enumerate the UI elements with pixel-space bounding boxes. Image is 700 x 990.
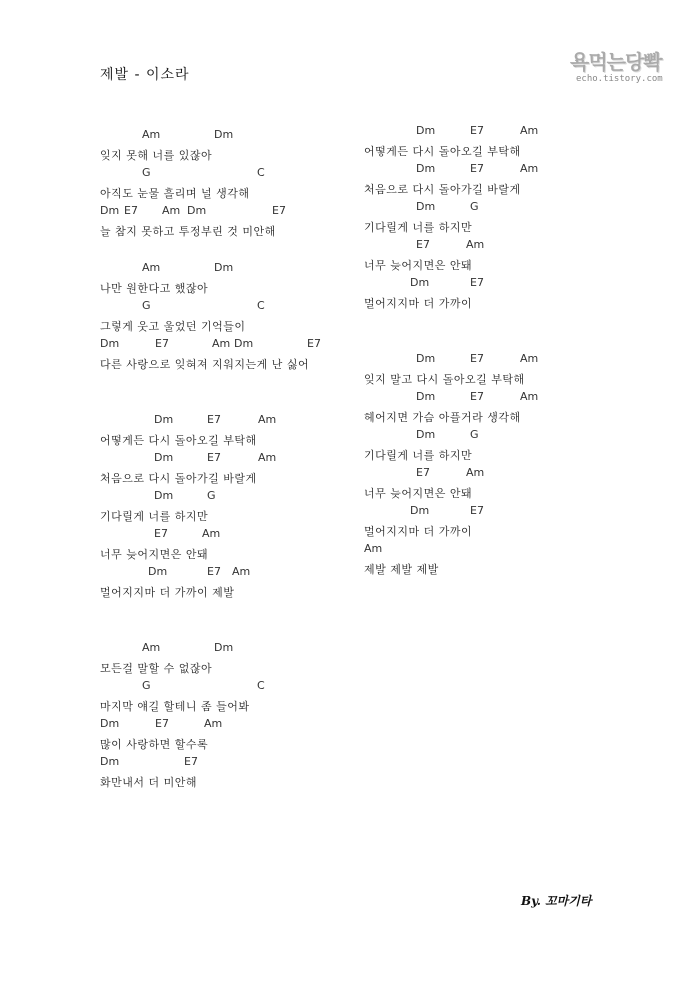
chord: G — [142, 299, 151, 312]
chord: Am — [520, 124, 539, 137]
lyric-text: 다른 사랑으로 잊혀져 지워지는게 난 싫어 — [100, 358, 310, 371]
chord: E7 — [272, 204, 286, 217]
lyric-line — [100, 658, 360, 677]
chord: Dm — [214, 261, 234, 274]
chord: Dm — [154, 451, 174, 464]
lyric-text: 잊지 못해 너를 있잖아 — [100, 149, 213, 162]
lyric-line — [100, 145, 360, 164]
chord: C — [257, 679, 265, 692]
chord: E7 — [307, 337, 321, 350]
lyric-text: 멀어지지마 더 가까이 제발 — [100, 586, 235, 599]
lyric-text: 어떻게든 다시 돌아오길 부탁해 — [364, 145, 521, 158]
verse-2 — [100, 259, 360, 373]
lyric-line — [364, 293, 654, 312]
chord-line — [364, 464, 654, 483]
chord-line — [100, 677, 360, 696]
chord-line — [100, 487, 360, 506]
chord: E7 — [470, 162, 484, 175]
lyric-line — [364, 483, 654, 502]
chord-line — [100, 259, 360, 278]
lyric-text: 처음으로 다시 돌아가길 바랄게 — [100, 472, 257, 485]
chord: Am — [520, 390, 539, 403]
chord: E7 — [470, 390, 484, 403]
chord: E7 — [184, 755, 198, 768]
chord-line — [100, 164, 360, 183]
lyric-text: 멀어지지마 더 가까이 — [364, 525, 473, 538]
lyric-line — [364, 179, 654, 198]
lyric-line — [100, 582, 360, 601]
chord-line — [100, 411, 360, 430]
chord: Dm — [100, 204, 120, 217]
lyric-line — [364, 141, 654, 160]
lyric-text: 너무 늦어지면은 안돼 — [364, 487, 473, 500]
chord-line — [100, 715, 360, 734]
chord: Am — [466, 466, 485, 479]
right-column — [364, 122, 654, 578]
chord-line — [100, 639, 360, 658]
chord: E7 — [470, 276, 484, 289]
chord: E7 — [470, 352, 484, 365]
chord: Am — [142, 261, 161, 274]
chord: Am — [520, 162, 539, 175]
logo-url: echo.tistory.com — [576, 74, 663, 84]
lyric-line — [100, 316, 360, 335]
chord-line — [364, 274, 654, 293]
chord: Dm — [416, 352, 436, 365]
chord: E7 — [416, 466, 430, 479]
chord: Dm — [100, 337, 120, 350]
lyric-line — [364, 445, 654, 464]
chord: Am — [142, 641, 161, 654]
chord: Am — [162, 204, 181, 217]
lyric-text: 많이 사랑하면 할수록 — [100, 738, 209, 751]
chord-line — [100, 297, 360, 316]
chord-line — [364, 122, 654, 141]
chord: Dm — [416, 428, 436, 441]
chorus-3 — [364, 350, 654, 578]
chord: Dm — [416, 124, 436, 137]
left-column — [100, 126, 360, 791]
chord: Dm — [416, 200, 436, 213]
lyric-line — [100, 278, 360, 297]
lyric-text: 모든걸 말할 수 없잖아 — [100, 662, 213, 675]
chord-line — [364, 160, 654, 179]
lyric-text: 제발 제발 제발 — [364, 563, 439, 576]
chord: C — [257, 299, 265, 312]
chord: G — [470, 200, 479, 213]
blog-logo — [570, 50, 670, 92]
chord: C — [257, 166, 265, 179]
chord: Am — [258, 451, 277, 464]
chord: E7 — [207, 451, 221, 464]
chord: E7 — [416, 238, 430, 251]
chord-line — [364, 350, 654, 369]
chord: E7 — [154, 527, 168, 540]
lyric-line — [100, 772, 360, 791]
logo-text: 욕먹는당뽝 — [570, 50, 662, 74]
chord: Am — [520, 352, 539, 365]
chord: Am — [466, 238, 485, 251]
chord: Dm — [100, 755, 120, 768]
chord: Am — [258, 413, 277, 426]
chord: E7 — [155, 717, 169, 730]
chord-line — [100, 753, 360, 772]
chord: Dm — [416, 390, 436, 403]
song-title: 제발 - 이소라 — [100, 67, 190, 83]
chord-line — [100, 335, 360, 354]
chord: G — [142, 166, 151, 179]
chorus-1 — [100, 411, 360, 601]
lyric-line — [100, 430, 360, 449]
lyric-text: 화만내서 더 미안해 — [100, 776, 198, 789]
lyric-text: 늘 참지 못하고 투정부린 것 미안해 — [100, 225, 276, 238]
lyric-text: 기다릴게 너를 하지만 — [100, 510, 209, 523]
lyric-line — [364, 521, 654, 540]
chord: Dm — [234, 337, 254, 350]
lyric-text: 헤어지면 가슴 아플거라 생각해 — [364, 411, 521, 424]
lyric-text: 그렇게 웃고 울었던 기억들이 — [100, 320, 246, 333]
chord: Am — [142, 128, 161, 141]
chord-line — [100, 126, 360, 145]
verse-3 — [100, 639, 360, 791]
lyric-text: 너무 늦어지면은 안돼 — [100, 548, 209, 561]
lyric-line — [100, 696, 360, 715]
chord: Dm — [214, 128, 234, 141]
lyric-line — [100, 183, 360, 202]
chord-line — [100, 525, 360, 544]
chord: Dm — [187, 204, 207, 217]
chord: Am — [232, 565, 251, 578]
lyric-line — [100, 221, 360, 240]
lyric-line — [364, 559, 654, 578]
lyric-text: 멀어지지마 더 가까이 — [364, 297, 473, 310]
lyric-text: 마지막 얘길 할테니 좀 들어봐 — [100, 700, 250, 713]
lyric-text: 어떻게든 다시 돌아오길 부탁해 — [100, 434, 257, 447]
lyric-text: 잊지 말고 다시 돌아오길 부탁해 — [364, 373, 525, 386]
lyric-text: 너무 늦어지면은 안돼 — [364, 259, 473, 272]
chord: Am — [364, 542, 383, 555]
chord: Dm — [214, 641, 234, 654]
lyric-line — [364, 255, 654, 274]
chord-line — [364, 236, 654, 255]
lyric-line — [100, 468, 360, 487]
lyric-line — [100, 544, 360, 563]
lyric-text: 처음으로 다시 돌아가길 바랄게 — [364, 183, 521, 196]
chord: Dm — [410, 276, 430, 289]
lyric-text: 기다릴게 너를 하지만 — [364, 221, 473, 234]
chord: Dm — [100, 717, 120, 730]
chord: Am — [202, 527, 221, 540]
chord: E7 — [207, 565, 221, 578]
verse-1 — [100, 126, 360, 240]
chord: G — [142, 679, 151, 692]
chord: Dm — [416, 162, 436, 175]
chord-line — [100, 202, 360, 221]
lyric-text: 나만 원한다고 했잖아 — [100, 282, 209, 295]
chord: Dm — [154, 413, 174, 426]
chord-line — [364, 540, 654, 559]
chord: Dm — [410, 504, 430, 517]
chord: E7 — [155, 337, 169, 350]
chord-line — [100, 449, 360, 468]
chord-line — [100, 563, 360, 582]
chord: Dm — [148, 565, 168, 578]
lyric-text: 기다릴게 너를 하지만 — [364, 449, 473, 462]
author-signature: By. 꼬마기타 — [521, 894, 592, 908]
lyric-line — [364, 407, 654, 426]
chord: Am — [212, 337, 231, 350]
chord: G — [470, 428, 479, 441]
lyric-line — [364, 217, 654, 236]
chord: E7 — [207, 413, 221, 426]
lyric-line — [364, 369, 654, 388]
chord-line — [364, 502, 654, 521]
chord: E7 — [470, 504, 484, 517]
chord: E7 — [470, 124, 484, 137]
chord: Dm — [154, 489, 174, 502]
chord: G — [207, 489, 216, 502]
chord-line — [364, 426, 654, 445]
chord: E7 — [124, 204, 138, 217]
lyric-line — [100, 354, 360, 373]
lyric-text: 아직도 눈물 흘리며 널 생각해 — [100, 187, 250, 200]
lyric-line — [100, 734, 360, 753]
chord: Am — [204, 717, 223, 730]
chord-line — [364, 388, 654, 407]
lyric-line — [100, 506, 360, 525]
chord-line — [364, 198, 654, 217]
chorus-2 — [364, 122, 654, 312]
